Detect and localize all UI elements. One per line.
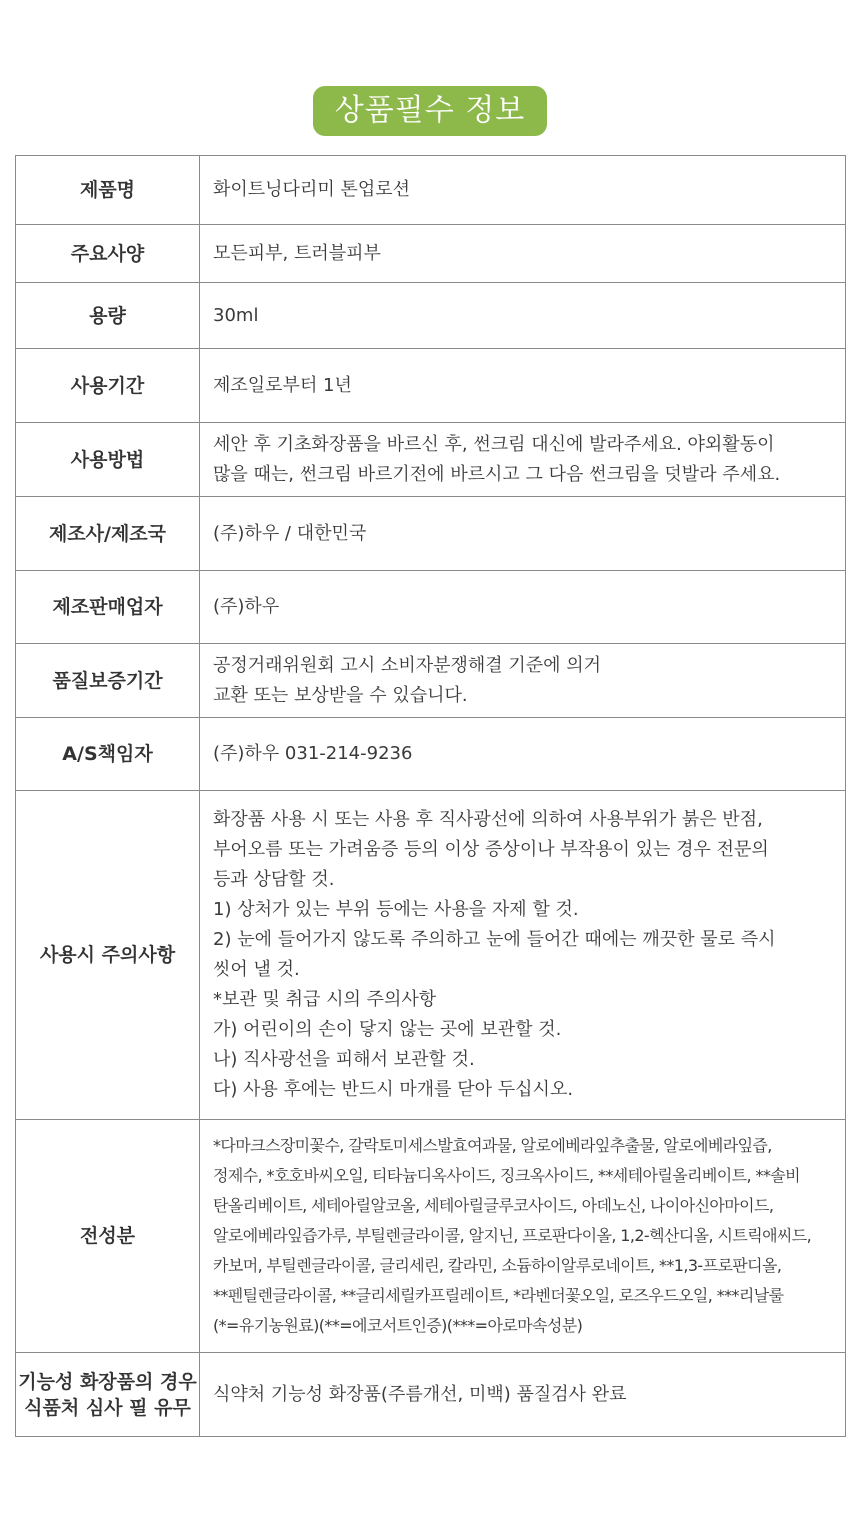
row-value-volume xyxy=(200,283,846,349)
value-line: 30ml xyxy=(213,304,259,326)
row-value-functional-review xyxy=(200,1353,846,1437)
row-key-seller: 제조판매업자 xyxy=(16,571,200,644)
row-key-functional-review xyxy=(16,1353,200,1437)
row-key-manufacturer: 제조사/제조국 xyxy=(16,497,200,571)
value-line: (주)하우 031-214-9236 xyxy=(213,743,413,764)
table-row xyxy=(16,1120,846,1353)
value-line: 탄올리베이트, 세테아릴알코올, 세테아릴글루코사이드, 아데노신, 나이아신아마이드, xyxy=(213,1196,774,1215)
row-key-ingredients: 전성분 xyxy=(16,1120,200,1353)
value-line: 카보머, 부틸렌글라이콜, 글리세린, 칼라민, 소듐하이알루로네이트, **1,3-프로판디올, xyxy=(213,1256,782,1275)
table-row xyxy=(16,283,846,349)
value-line: *보관 및 취급 시의 주의사항 xyxy=(213,989,437,1010)
row-key-warranty: 품질보증기간 xyxy=(16,644,200,718)
table-row xyxy=(16,156,846,225)
value-line: (*=유기농원료)(**=에코서트인증)(***=아로마속성분) xyxy=(213,1316,583,1335)
row-value-as-contact xyxy=(200,718,846,791)
value-line: 2) 눈에 들어가지 않도록 주의하고 눈에 들어간 때에는 깨끗한 물로 즉시 xyxy=(213,929,776,950)
value-line: 1) 상처가 있는 부위 등에는 사용을 자제 할 것. xyxy=(213,899,579,920)
row-key-main-spec: 주요사양 xyxy=(16,225,200,283)
value-line: 모든피부, 트러블피부 xyxy=(213,242,381,264)
table-row xyxy=(16,423,846,497)
table-row xyxy=(16,718,846,791)
row-key-usage-method: 사용방법 xyxy=(16,423,200,497)
value-line: 가) 어린이의 손이 닿지 않는 곳에 보관할 것. xyxy=(213,1019,562,1040)
value-line: (주)하우 / 대한민국 xyxy=(213,522,367,544)
value-line: 씻어 낼 것. xyxy=(213,959,300,980)
key-line: 기능성 화장품의 경우 xyxy=(18,1370,197,1393)
row-value-main-spec xyxy=(200,225,846,283)
header-wrap xyxy=(0,86,860,136)
value-line: 많을 때는, 썬크림 바르기전에 바르시고 그 다음 썬크림을 덧발라 주세요. xyxy=(213,463,781,485)
row-key-precautions: 사용시 주의사항 xyxy=(16,791,200,1120)
row-value-product-name xyxy=(200,156,846,225)
value-line: 식약처 기능성 화장품(주름개선, 미백) 품질검사 완료 xyxy=(213,1383,627,1405)
table-row xyxy=(16,497,846,571)
value-line: 알로에베라잎즙가루, 부틸렌글라이콜, 알지닌, 프로판다이올, 1,2-헥산디올, 시트릭애씨드, xyxy=(213,1226,812,1245)
section-title-badge: 상품필수 정보 xyxy=(313,86,547,136)
value-line: 나) 직사광선을 피해서 보관할 것. xyxy=(213,1049,475,1070)
value-line: 등과 상담할 것. xyxy=(213,869,335,890)
value-line: 세안 후 기초화장품을 바르신 후, 썬크림 대신에 발라주세요. 야외활동이 xyxy=(213,433,775,455)
value-line: *다마크스장미꽃수, 갈락토미세스발효여과물, 알로에베라잎추출물, 알로에베라잎즙, xyxy=(213,1136,772,1155)
table-row xyxy=(16,571,846,644)
value-line: 화이트닝다리미 톤업로션 xyxy=(213,179,410,200)
value-line: 화장품 사용 시 또는 사용 후 직사광선에 의하여 사용부위가 붉은 반점, xyxy=(213,809,763,830)
row-key-usage-period: 사용기간 xyxy=(16,349,200,423)
table-row xyxy=(16,1353,846,1437)
row-key-product-name: 제품명 xyxy=(16,156,200,225)
value-line: **펜틸렌글라이콜, **글리세릴카프릴레이트, *라벤더꽃오일, 로즈우드오일, ***리날룰 xyxy=(213,1286,784,1305)
table-row xyxy=(16,225,846,283)
table-row xyxy=(16,644,846,718)
table-row xyxy=(16,349,846,423)
value-line: 정제수, *호호바씨오일, 티타늄디옥사이드, 징크옥사이드, **세테아릴올리베이트, **솔비 xyxy=(213,1166,800,1185)
value-line: 공정거래위원회 고시 소비자분쟁해결 기준에 의거 xyxy=(213,654,602,676)
row-value-precautions xyxy=(200,791,846,1120)
value-line: (주)하우 xyxy=(213,596,280,617)
row-value-usage-period xyxy=(200,349,846,423)
row-key-as-contact: A/S책임자 xyxy=(16,718,200,791)
value-line: 제조일로부터 1년 xyxy=(213,374,352,396)
row-value-manufacturer xyxy=(200,497,846,571)
table-row xyxy=(16,791,846,1120)
row-value-seller xyxy=(200,571,846,644)
value-line: 교환 또는 보상받을 수 있습니다. xyxy=(213,684,468,706)
row-value-warranty xyxy=(200,644,846,718)
value-line: 다) 사용 후에는 반드시 마개를 닫아 두십시오. xyxy=(213,1079,574,1100)
key-line: 식품처 심사 필 유무 xyxy=(24,1396,191,1419)
row-value-usage-method xyxy=(200,423,846,497)
value-line: 부어오름 또는 가려움증 등의 이상 증상이나 부작용이 있는 경우 전문의 xyxy=(213,839,769,860)
product-info-table xyxy=(15,155,846,1437)
row-value-ingredients xyxy=(200,1120,846,1353)
row-key-volume: 용량 xyxy=(16,283,200,349)
